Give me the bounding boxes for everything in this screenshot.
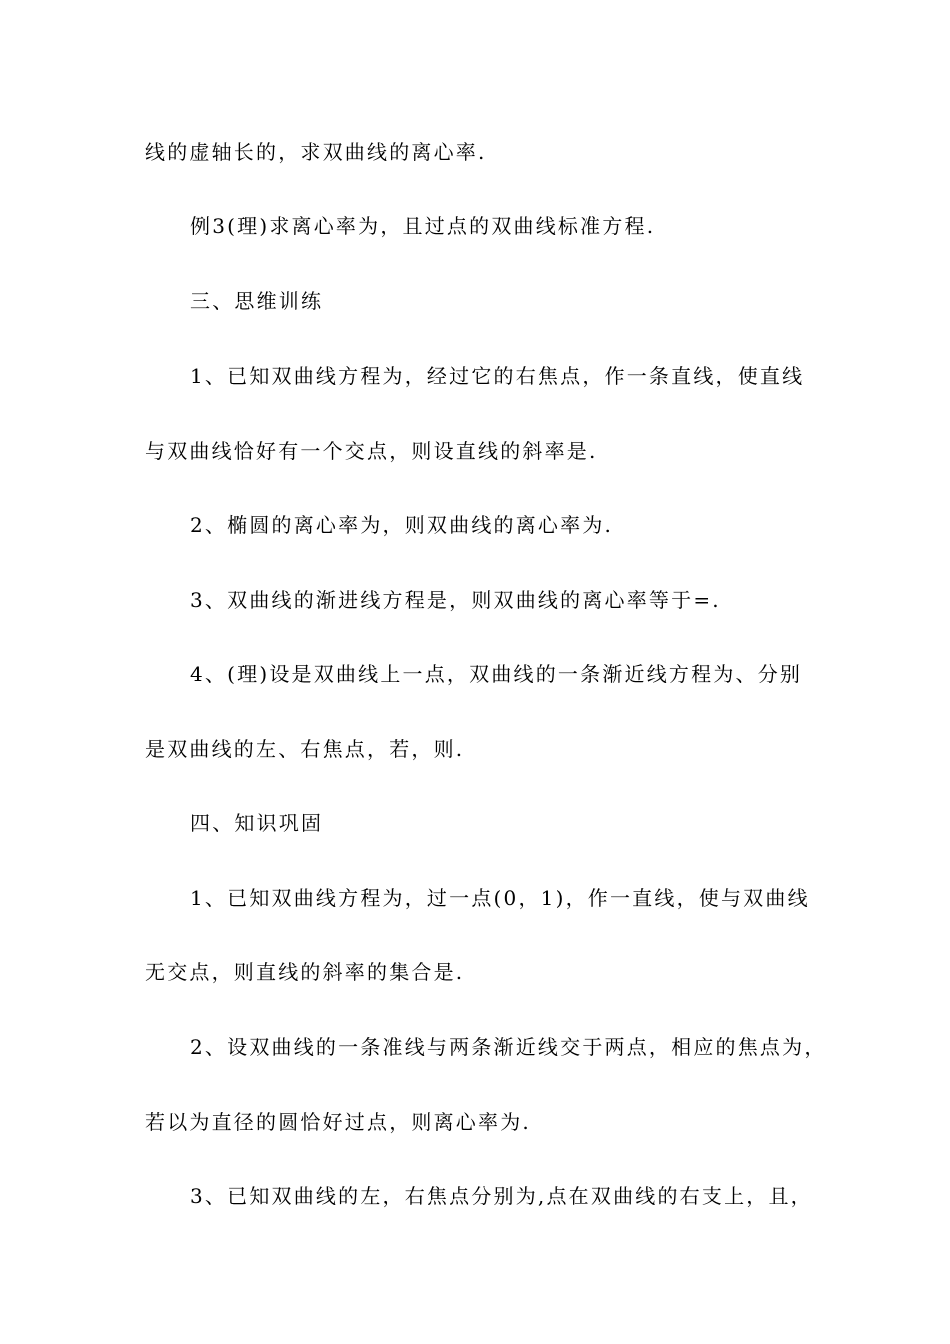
consolidation-3-line-1: 3、已知双曲线的左，右焦点分别为,点在双曲线的右支上，且， (190, 1184, 813, 1208)
exercise-4-line-1: 4、(理)设是双曲线上一点，双曲线的一条渐近线方程为、分别 (190, 662, 803, 686)
example-3-text: 例3(理)求离心率为，且过点的双曲线标准方程. (190, 214, 656, 238)
section-heading-knowledge-consolidation: 四、知识巩固 (190, 811, 324, 835)
paragraph-continuation-eccentricity: 线的虚轴长的，求双曲线的离心率. (145, 140, 487, 164)
consolidation-1-line-1: 1、已知双曲线方程为，过一点(0，1)，作一直线，使与双曲线 (190, 886, 810, 910)
consolidation-2-line-2: 若以为直径的圆恰好过点，则离心率为. (145, 1110, 531, 1134)
consolidation-2-line-1: 2、设双曲线的一条准线与两条渐近线交于两点，相应的焦点为， (190, 1035, 827, 1059)
exercise-1-line-1: 1、已知双曲线方程为，经过它的右焦点，作一条直线，使直线 (190, 364, 805, 388)
consolidation-1-line-2: 无交点，则直线的斜率的集合是. (145, 960, 465, 984)
exercise-3-text: 3、双曲线的渐进线方程是，则双曲线的离心率等于=. (190, 588, 721, 612)
exercise-1-line-2: 与双曲线恰好有一个交点，则设直线的斜率是. (145, 439, 598, 463)
exercise-2-text: 2、椭圆的离心率为，则双曲线的离心率为. (190, 513, 614, 537)
exercise-4-line-2: 是双曲线的左、右焦点，若，则. (145, 737, 465, 761)
section-heading-thinking-training: 三、思维训练 (190, 289, 324, 313)
